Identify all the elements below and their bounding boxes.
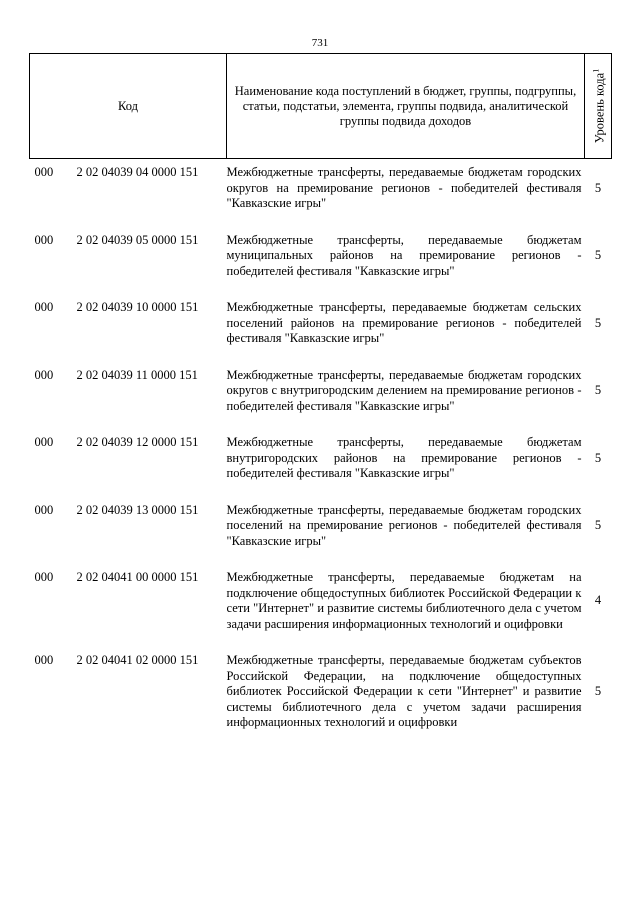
header-level [585,54,612,159]
revenue-code: 2 02 04039 11 0000 151 [76,367,198,382]
revenue-code: 2 02 04039 10 0000 151 [76,300,199,314]
code-cell [30,503,227,550]
budget-codes-table [29,53,612,731]
table-row [30,503,612,550]
table-body [30,159,612,731]
code-level: 4 [594,593,602,608]
row-spacer [30,414,612,435]
revenue-code: 2 02 04041 00 0000 151 [76,570,199,584]
admin-code: 000 [34,232,54,247]
table-row [30,653,612,731]
code-name: Межбюджетные трансферты, передаваемые бюджетам городских поселений на премирование регионов - победителей фестиваля "Кавказские игры" [226,502,582,548]
code-name: Межбюджетные трансферты, передаваемые бюджетам муниципальных районов на премирование регионов - победителей фестиваля "Кавказские игры" [226,232,582,278]
code-name: Межбюджетные трансферты, передаваемые бюджетам на подключение общедоступных библиотек Российской Федерации к сети "Интернет" и развитие системы библиотечного дела с учетом задачи расширения информационных технологий и оцифровки [226,570,582,631]
row-spacer [30,482,612,503]
admin-code: 000 [34,165,54,179]
code-level: 5 [594,383,602,397]
row-spacer [30,212,612,233]
row-spacer [30,632,612,653]
code-level: 5 [594,315,602,330]
revenue-code: 2 02 04041 02 0000 151 [76,653,199,667]
table-row [30,159,612,212]
table-row [30,435,612,482]
admin-code: 000 [34,367,54,382]
code-name: Межбюджетные трансферты, передаваемые бюджетам сельских поселений районов на премирование регионов - победителей фестиваля "Кавказские игры" [226,300,582,345]
code-cell [30,653,227,731]
code-cell [30,435,227,482]
row-spacer [30,279,612,300]
admin-code: 000 [34,300,54,314]
revenue-code: 2 02 04039 05 0000 151 [76,232,199,247]
code-name: Межбюджетные трансферты, передаваемые бюджетам внутригородских районов на премирование регионов - победителей фестиваля "Кавказские игры" [226,435,582,480]
table-row [30,300,612,347]
row-spacer [30,347,612,368]
code-cell [30,300,227,347]
admin-code: 000 [34,653,54,667]
code-level: 5 [594,518,602,532]
page-number: 731 [311,37,329,49]
revenue-code: 2 02 04039 04 0000 151 [76,165,199,179]
code-level: 5 [594,450,602,465]
header-name: Наименование кода поступлений в бюджет, группы, подгруппы, статьи, подстатьи, элемента, группы подвида, аналитической группы подвида доходов [227,54,585,159]
table-row [30,233,612,280]
header-level-footnote: 1 [591,68,601,73]
code-cell [30,368,227,415]
code-name: Межбюджетные трансферты, передаваемые бюджетам городских округов на премирование регионов - победителей фестиваля "Кавказские игры" [226,165,582,210]
code-cell [30,233,227,280]
code-name: Межбюджетные трансферты, передаваемые бюджетам субъектов Российской Федерации, на подключение общедоступных библиотек Российской Федерации к сети "Интернет" и развитие системы библиотечного дела с учетом задачи расширения информационных технологий и оцифровки [226,653,582,729]
code-cell [30,570,227,632]
code-level: 5 [594,180,602,195]
header-code: Код [30,54,227,159]
row-spacer [30,549,612,570]
header-level-label [588,69,607,143]
revenue-code: 2 02 04039 12 0000 151 [76,435,199,449]
header-level-text: Уровень кода [592,72,607,144]
table-header-row [30,54,612,159]
code-cell [30,159,227,212]
code-name: Межбюджетные трансферты, передаваемые бюджетам городских округов с внутригородским делением на премирование регионов - победителей фестиваля "Кавказские игры" [226,367,582,413]
admin-code: 000 [34,435,54,449]
code-level: 5 [594,684,602,698]
admin-code: 000 [34,502,54,517]
revenue-code: 2 02 04039 13 0000 151 [76,502,199,517]
admin-code: 000 [34,570,54,584]
table-row [30,570,612,632]
table-row [30,368,612,415]
code-level: 5 [594,248,602,262]
